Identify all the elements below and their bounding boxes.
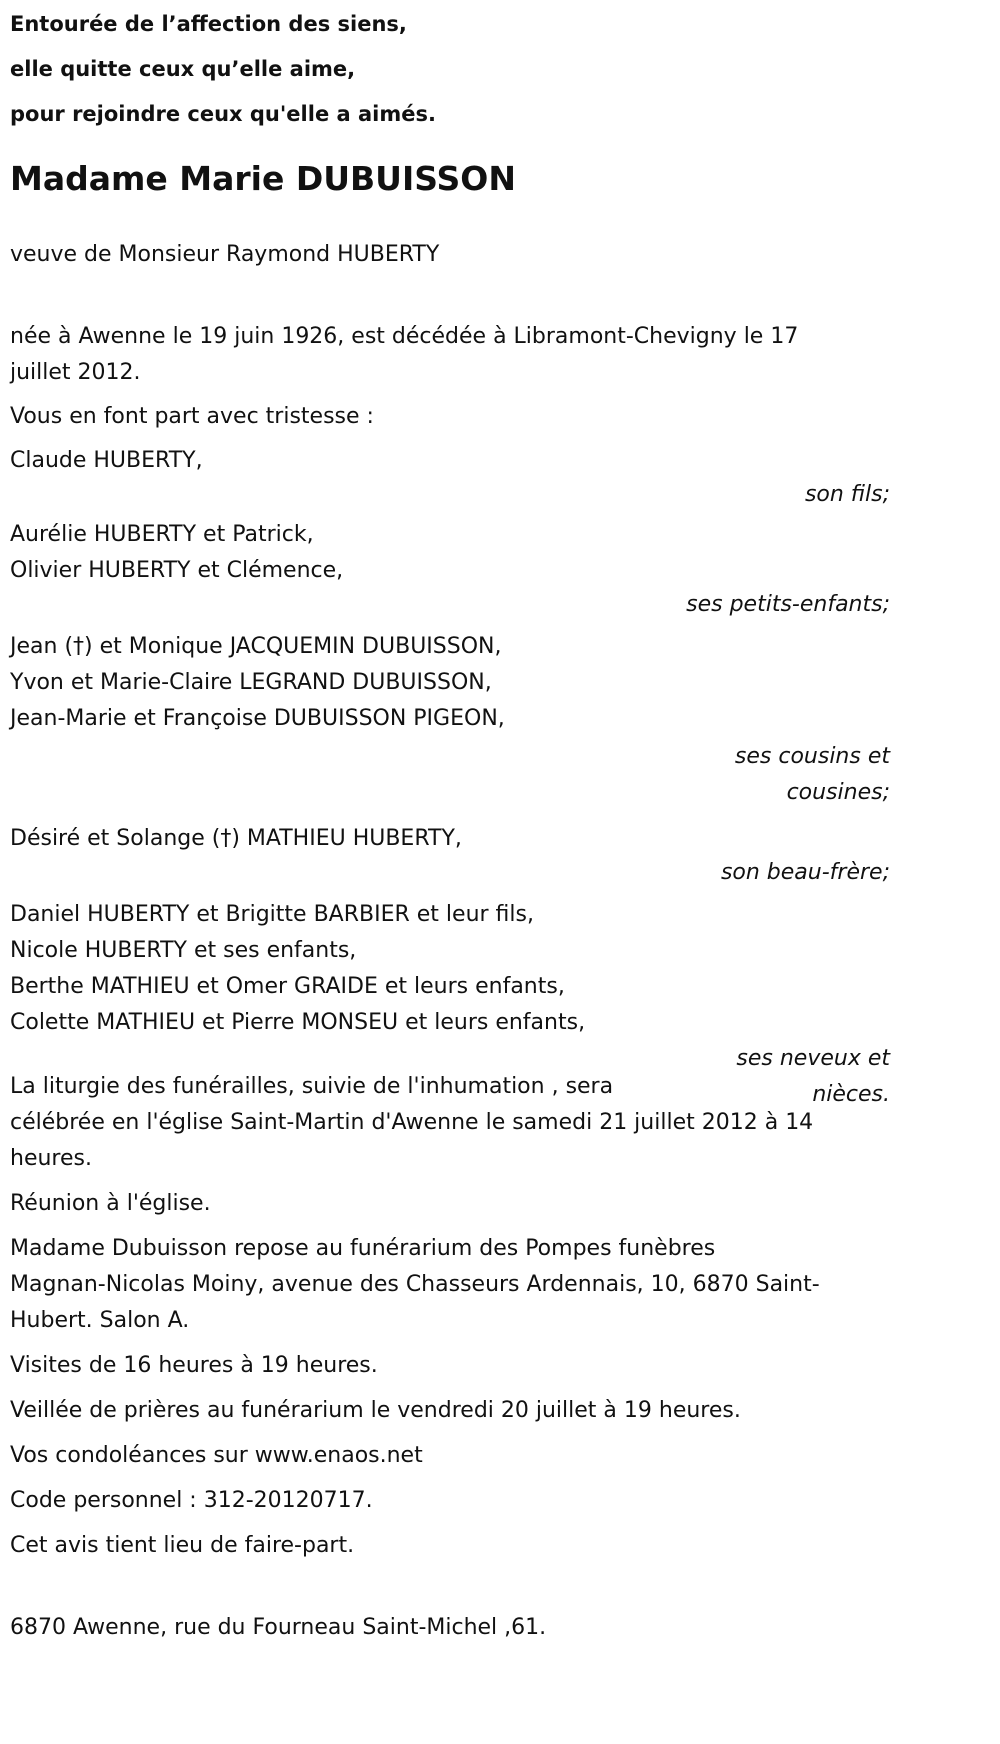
family-address: 6870 Awenne, rue du Fourneau Saint-Michel ,61.	[10, 1615, 547, 1640]
family-group-nephews	[10, 897, 890, 1113]
relation-label: ses neveux et nièces.	[736, 1046, 890, 1107]
condolences-info: Vos condoléances sur www.enaos.net	[10, 1443, 423, 1468]
relation-label: son fils;	[804, 482, 890, 507]
relation-label: son beau-frère;	[720, 860, 890, 885]
family-member: Berthe MATHIEU et Omer GRAIDE et leurs enfants,	[10, 974, 565, 999]
funeral-line: La liturgie des funérailles, suivie de l'inhumation , sera	[10, 1074, 614, 1099]
announcement: Vous en font part avec tristesse :	[10, 404, 374, 429]
rest-line: Madame Dubuisson repose au funérarium des Pompes funèbres	[10, 1236, 716, 1261]
verse-line: pour rejoindre ceux qu'elle a aimés.	[10, 102, 436, 126]
widow-of: veuve de Monsieur Raymond HUBERTY	[10, 242, 440, 267]
family-member: Colette MATHIEU et Pierre MONSEU et leurs enfants,	[10, 1010, 586, 1035]
deceased-name: Madame Marie DUBUISSON	[10, 159, 516, 198]
meeting-info: Réunion à l'église.	[10, 1191, 211, 1216]
family-member: Aurélie HUBERTY et Patrick,	[10, 522, 314, 547]
personal-code: Code personnel : 312-20120717.	[10, 1488, 373, 1513]
family-group-brother-in-law	[10, 821, 890, 891]
family-member: Désiré et Solange (†) MATHIEU HUBERTY,	[10, 826, 462, 851]
notice-statement: Cet avis tient lieu de faire-part.	[10, 1533, 355, 1558]
family-member: Yvon et Marie-Claire LEGRAND DUBUISSON,	[10, 670, 492, 695]
family-group-cousins	[10, 629, 890, 811]
funeral-line: heures.	[10, 1146, 92, 1171]
birth-line: juillet 2012.	[10, 360, 141, 385]
family-member: Jean (†) et Monique JACQUEMIN DUBUISSON,	[10, 634, 502, 659]
obituary-notice	[10, 0, 890, 1646]
opening-verse	[10, 2, 890, 137]
family-member: Nicole HUBERTY et ses enfants,	[10, 938, 357, 963]
family-group-grandchildren	[10, 517, 890, 623]
visiting-hours: Visites de 16 heures à 19 heures.	[10, 1353, 378, 1378]
verse-line: Entourée de l’affection des siens,	[10, 12, 407, 36]
relation-label: ses cousins et cousines;	[734, 744, 890, 805]
funeral-info	[10, 1105, 890, 1177]
family-member: Olivier HUBERTY et Clémence,	[10, 558, 344, 583]
rest-line: Hubert. Salon A.	[10, 1308, 190, 1333]
family-group-son	[10, 443, 890, 513]
family-member: Claude HUBERTY,	[10, 448, 203, 473]
family-member: Jean-Marie et Françoise DUBUISSON PIGEON,	[10, 706, 505, 731]
verse-line: elle quitte ceux qu’elle aime,	[10, 57, 356, 81]
relation-label: ses petits-enfants;	[686, 592, 890, 617]
birth-death-info	[10, 319, 890, 391]
birth-line: née à Awenne le 19 juin 1926, est décédée à Libramont-Chevigny le 17	[10, 324, 799, 349]
family-member: Daniel HUBERTY et Brigitte BARBIER et leur fils,	[10, 902, 534, 927]
funeral-line: célébrée en l'église Saint-Martin d'Awenne le samedi 21 juillet 2012 à 14	[10, 1110, 814, 1135]
rest-line: Magnan-Nicolas Moiny, avenue des Chasseurs Ardennais, 10, 6870 Saint-	[10, 1272, 820, 1297]
vigil-info: Veillée de prières au funérarium le vendredi 20 juillet à 19 heures.	[10, 1398, 741, 1423]
rest-info	[10, 1231, 890, 1339]
